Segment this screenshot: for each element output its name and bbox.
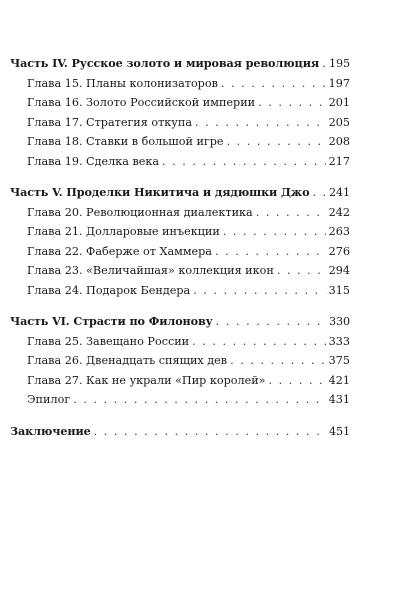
page-number: 451 [328, 424, 350, 438]
page-number: 431 [328, 393, 350, 406]
page-number: 276 [328, 244, 350, 258]
dot-leader [227, 132, 326, 152]
chapter-title: Эпилог [27, 393, 71, 406]
chapter-title: Глава 24. Подарок Бендера [27, 283, 191, 297]
page-number: 242 [328, 205, 350, 219]
toc-chapter-15 [10, 74, 350, 94]
toc-part-6 [10, 312, 350, 332]
chapter-title: Глава 25. Завещано России [27, 334, 190, 348]
dot-leader [94, 422, 326, 442]
dot-leader [230, 351, 326, 371]
page-number: 197 [328, 76, 350, 90]
chapter-title: Глава 17. Стратегия откупа [27, 115, 193, 129]
chapter-title: Глава 15. Планы колонизаторов [27, 76, 218, 90]
toc-chapter-26 [10, 351, 350, 371]
dot-leader [269, 371, 326, 391]
dot-leader [215, 242, 326, 262]
toc-chapter-19 [10, 152, 350, 172]
toc-chapter-27 [10, 371, 350, 391]
chapter-title: Глава 18. Ставки в большой игре [27, 135, 224, 148]
dot-leader [73, 390, 325, 410]
dot-leader [258, 93, 326, 113]
part-title: Часть IV. Русское золото и мировая революция [10, 56, 320, 70]
page-number: 217 [328, 154, 350, 168]
section-gap [10, 300, 350, 312]
toc-conclusion [10, 422, 350, 442]
part-title: Часть VI. Страсти по Филонову [10, 314, 213, 328]
toc-chapter-16 [10, 93, 350, 113]
dot-leader [223, 222, 326, 242]
part-title: Часть V. Проделки Никитича и дядюшки Джо [10, 185, 310, 199]
page-number: 421 [328, 373, 350, 387]
toc-part-5 [10, 183, 350, 203]
toc-chapter-20 [10, 203, 350, 223]
chapter-title: Глава 27. Как не украли «Пир королей» [27, 373, 266, 387]
toc-chapter-22 [10, 242, 350, 262]
page-number: 208 [328, 135, 350, 148]
dot-leader [256, 203, 326, 223]
chapter-title: Глава 26. Двенадцать спящих дев [27, 354, 228, 367]
dot-leader [162, 152, 326, 172]
page-number: 330 [328, 315, 350, 328]
toc-chapter-17 [10, 113, 350, 133]
page-number: 201 [328, 96, 350, 109]
page-number: 205 [328, 115, 350, 129]
section-gap [10, 410, 350, 422]
page-number: 333 [328, 334, 350, 348]
chapter-title: Глава 19. Сделка века [27, 154, 160, 168]
dot-leader [193, 281, 325, 301]
toc-chapter-25 [10, 332, 350, 352]
page-number: 294 [328, 264, 350, 277]
toc-chapter-21 [10, 222, 350, 242]
chapter-title: Глава 21. Долларовые инъекции [27, 225, 220, 238]
page-number: 195 [328, 57, 350, 70]
page-number: 241 [328, 186, 350, 199]
page-number: 315 [328, 283, 350, 297]
page-number: 375 [328, 354, 350, 367]
chapter-title: Глава 20. Революционная диалектика [27, 205, 253, 219]
toc-part-4 [10, 54, 350, 74]
toc-chapter-18 [10, 132, 350, 152]
toc-epilogue [10, 390, 350, 410]
part-title: Заключение [10, 423, 91, 438]
chapter-title: Глава 23. «Величайшая» коллекция икон [27, 264, 274, 277]
dot-leader [216, 312, 326, 332]
section-gap [10, 171, 350, 183]
toc-chapter-23 [10, 261, 350, 281]
dot-leader [312, 183, 325, 203]
toc-chapter-24 [10, 281, 350, 301]
dot-leader [192, 332, 325, 352]
dot-leader [277, 261, 326, 281]
chapter-title: Глава 22. Фаберже от Хаммера [27, 244, 212, 258]
dot-leader [322, 54, 326, 74]
dot-leader [221, 74, 326, 94]
dot-leader [195, 113, 326, 133]
table-of-contents [10, 54, 350, 441]
chapter-title: Глава 16. Золото Российской империи [27, 96, 256, 109]
page-number: 263 [328, 225, 350, 238]
